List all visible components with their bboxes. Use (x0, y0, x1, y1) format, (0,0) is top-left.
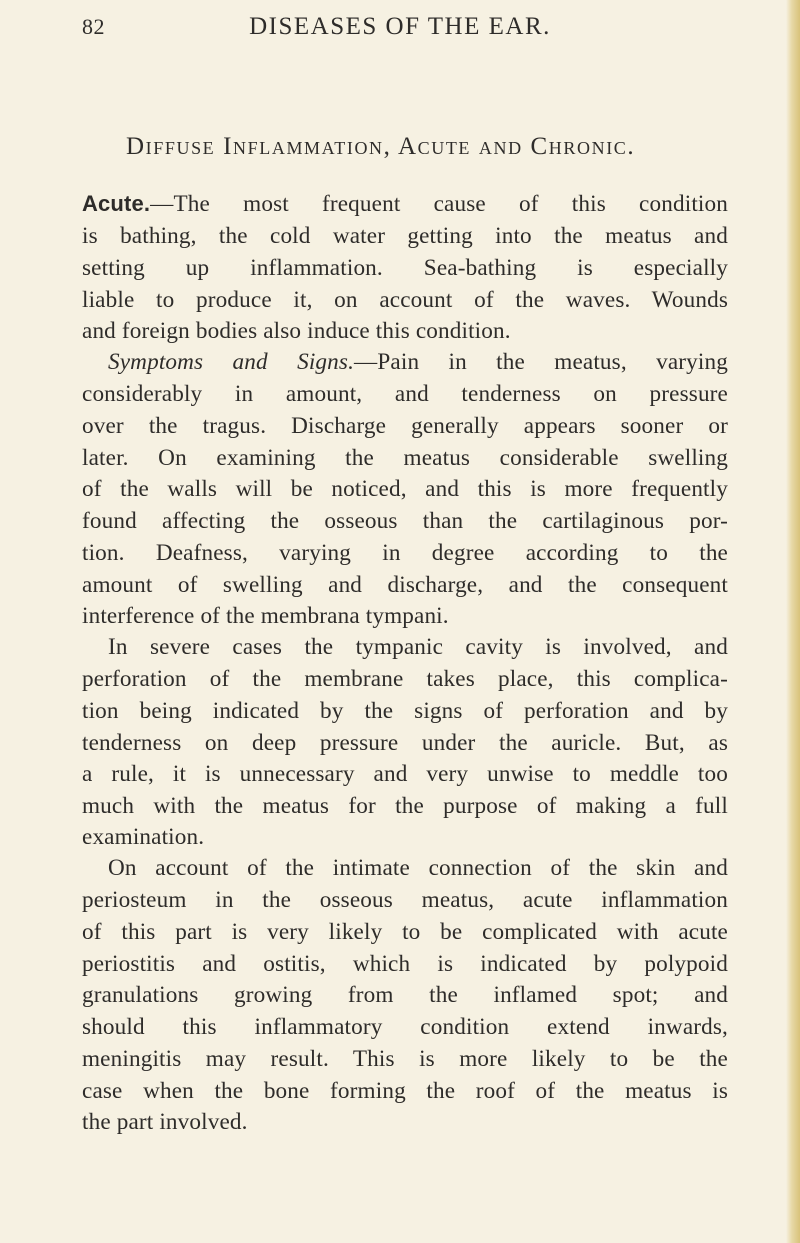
line-text: —The most frequent cause of this condition (150, 191, 728, 217)
paragraph-line: over the tragus. Discharge generally appears sooner or (82, 413, 728, 439)
paragraph-line: the part involved. (82, 1109, 248, 1135)
paragraph-line (108, 347, 728, 377)
paragraph-line: found affecting the osseous than the cartilaginous por- (82, 508, 728, 534)
running-head: DISEASES OF THE EAR. (249, 13, 551, 40)
paragraph-line: case when the bone forming the roof of the meatus is (82, 1078, 728, 1104)
paragraph-line (82, 189, 728, 219)
paragraph-line: perforation of the membrane takes place, this complica- (82, 666, 728, 692)
paragraph-line: a rule, it is unnecessary and very unwise to meddle too (82, 761, 728, 787)
page-number: 82 (82, 14, 105, 39)
paragraph-line: setting up inflammation. Sea-bathing is especially (82, 255, 728, 281)
paragraph-line: much with the meatus for the purpose of making a full (82, 793, 728, 819)
paragraph-line: considerably in amount, and tenderness on pressure (82, 381, 728, 407)
paragraph-line: tenderness on deep pressure under the auricle. But, as (82, 730, 728, 756)
paragraph-line: and foreign bodies also induce this condition. (82, 318, 511, 344)
paragraph-line: examination. (82, 824, 205, 850)
page-edge-shadow (786, 0, 800, 1243)
paragraph-line: tion. Deafness, varying in degree according to the (82, 540, 728, 566)
paragraph-line: interference of the membrana tympani. (82, 603, 449, 629)
paragraph-line: tion being indicated by the signs of perforation and by (82, 698, 728, 724)
subheading-symptoms: Symptoms and Signs. (108, 349, 355, 375)
paragraph-line: should this inflammatory condition extend inwards, (82, 1014, 728, 1040)
paragraph-line: meningitis may result. This is more likely to be the (82, 1046, 728, 1072)
subheading-acute: Acute. (82, 191, 151, 216)
paragraph-line: amount of swelling and discharge, and the consequent (82, 572, 728, 598)
paragraph-line: of the walls will be noticed, and this is more frequently (82, 476, 728, 502)
paragraph-line: of this part is very likely to be complicated with acute (82, 919, 728, 945)
paragraph-line: liable to produce it, on account of the waves. Wounds (82, 287, 728, 313)
section-title: Diffuse Inflammation, Acute and Chronic. (126, 133, 636, 160)
line-text: —Pain in the meatus, varying (354, 349, 728, 375)
paragraph-line: In severe cases the tympanic cavity is involved, and (108, 634, 728, 660)
paragraph-line: granulations growing from the inflamed spot; and (82, 982, 728, 1008)
paragraph-line: later. On examining the meatus considerable swelling (82, 445, 728, 471)
paragraph-line: periostitis and ostitis, which is indicated by polypoid (82, 951, 728, 977)
paragraph-line: periosteum in the osseous meatus, acute inflammation (82, 887, 728, 913)
paragraph-line: On account of the intimate connection of the skin and (108, 855, 728, 881)
paragraph-line: is bathing, the cold water getting into the meatus and (82, 223, 728, 249)
